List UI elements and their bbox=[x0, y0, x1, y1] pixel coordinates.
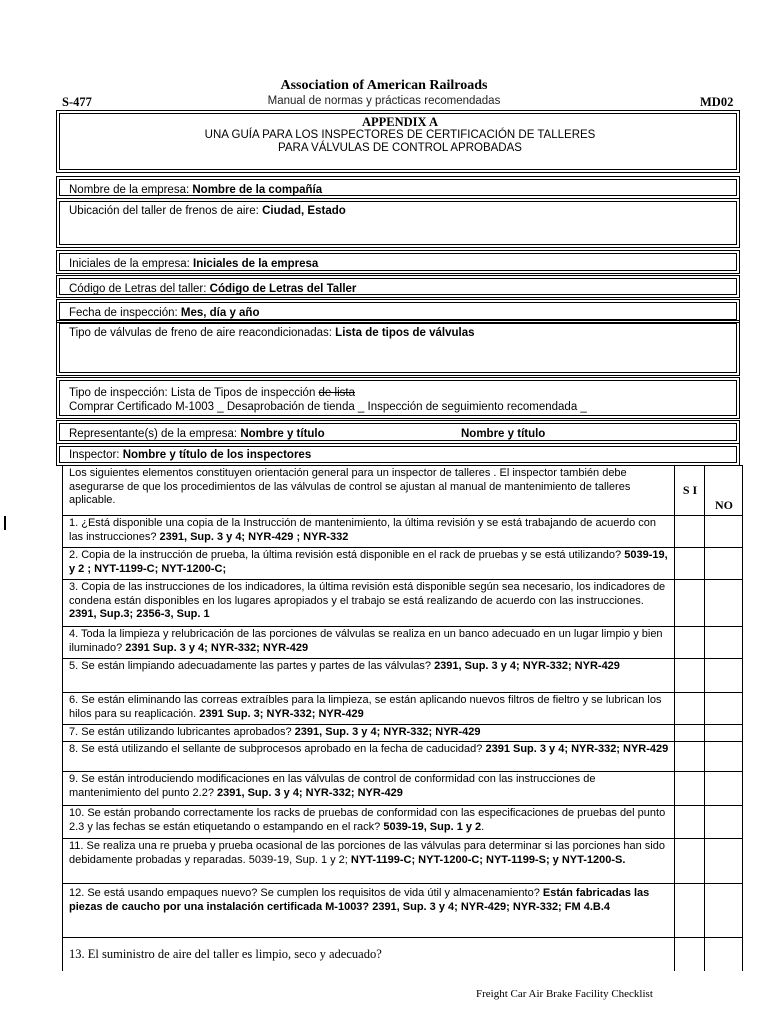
table-header-row bbox=[63, 466, 742, 516]
document-subtitle: Manual de normas y prácticas recomendadas bbox=[267, 95, 501, 107]
field-label: Código de Letras del taller: bbox=[69, 283, 210, 295]
checklist-item bbox=[63, 742, 742, 772]
item-text: 8. Se está utilizando el sellante de subprocesos aprobado en la fecha de caducidad? bbox=[69, 743, 486, 755]
struck-text: de lista bbox=[318, 387, 355, 399]
item-reference: 2391, Sup. 3 y 4; NYR-429 ; NYR-332 bbox=[159, 530, 349, 543]
item-text: 9. Se están introduciendo modificaciones en las válvulas de control de conformidad con las instrucciones de mantenimiento del punto 2.2? bbox=[69, 773, 596, 799]
field-label: Nombre de la empresa: bbox=[69, 184, 193, 196]
item-reference: Están fabricadas las piezas de caucho por una instalación certificada M-1003? 2391, Sup. 3 y 4; NYR-429; NYR-332; FM 4.B.4 bbox=[69, 887, 650, 913]
item-text: 13. El suministro de aire del taller es limpio, seco y adecuado? bbox=[69, 947, 382, 961]
representative-1: Nombre y título bbox=[240, 428, 325, 440]
item-reference: 2391, Sup. 3 y 4; NYR-332; NYR-429 bbox=[294, 726, 481, 738]
item-text: 6. Se están eliminando las correas extraíbles para la limpieza, se están aplicando nuevos filtros de fieltro y se lubrican los hilos para su reaplicación. bbox=[69, 694, 662, 720]
document-title: Association of American Railroads bbox=[280, 78, 488, 93]
no-column-header: NO bbox=[715, 498, 733, 512]
field-value: Ciudad, Estado bbox=[262, 205, 346, 217]
appendix-header-box bbox=[56, 110, 740, 173]
shop-code-field bbox=[56, 275, 740, 298]
field-label: Tipo de inspección: Lista de Tipos de inspección bbox=[69, 387, 319, 399]
standard-code: S-477 bbox=[62, 95, 92, 109]
item-reference: 2391, Sup. 3 y 4; NYR-332; NYR-429 bbox=[434, 660, 620, 672]
field-label: Fecha de inspección: bbox=[69, 307, 181, 319]
item-reference: NYT-1199-C; NYT-1200-C; NYT-1199-S; y NYT-1200-S. bbox=[350, 853, 626, 866]
field-value: Lista de tipos de válvulas bbox=[335, 327, 475, 339]
field-label: Inspector: bbox=[69, 449, 123, 461]
item-reference: 2391 Sup. 3 y 4; NYR-332; NYR-429 bbox=[485, 743, 669, 755]
page-footer: Freight Car Air Brake Facility Checklist bbox=[476, 988, 653, 1000]
inspection-type-field bbox=[56, 377, 740, 419]
item-reference: 5039-19, y 2 ; NYT-1199-C; NYT-1200-C; bbox=[69, 549, 668, 575]
appendix-line-2: PARA VÁLVULAS DE CONTROL APROBADAS bbox=[278, 142, 522, 154]
item-reference: 2391 Sup. 3; NYR-332; NYR-429 bbox=[199, 707, 364, 720]
field-label: Iniciales de la empresa: bbox=[69, 258, 194, 270]
item-text: 12. Se está usando empaques nuevo? Se cumplen los requisitos de vida útil y almacenamiento? bbox=[69, 887, 543, 899]
item-reference: 2391, Sup. 3 y 4; NYR-332; NYR-429 bbox=[217, 786, 403, 799]
inspection-type-options: Comprar Certificado M-1003 _ Desaprobación de tienda _ Inspección de seguimiento recomendada _ bbox=[69, 401, 587, 413]
checklist-item bbox=[63, 548, 742, 580]
checklist-item bbox=[63, 693, 742, 725]
company-name-field bbox=[56, 176, 740, 199]
checklist-item bbox=[63, 659, 742, 693]
item-text: 7. Se están utilizando lubricantes aprobados? bbox=[69, 726, 295, 738]
valve-types-field bbox=[56, 320, 740, 376]
shop-location-field bbox=[56, 198, 740, 248]
item-text: 4. Toda la limpieza y relubricación de las porciones de válvulas se realiza en un banco adecuado en un lugar limpio y bien iluminado? bbox=[69, 628, 663, 654]
si-column-header: S I bbox=[682, 483, 698, 497]
checklist-item bbox=[63, 725, 742, 742]
field-label: Ubicación del taller de frenos de aire: bbox=[69, 205, 263, 217]
item-text: 5. Se están limpiando adecuadamente las partes y partes de las válvulas? bbox=[69, 660, 435, 672]
section-code: MD02 bbox=[700, 95, 734, 109]
checklist-item bbox=[63, 627, 742, 659]
checklist-item bbox=[63, 839, 742, 884]
field-value: Iniciales de la empresa bbox=[193, 258, 319, 270]
item-tail: . bbox=[481, 820, 485, 833]
checklist-item bbox=[63, 806, 742, 839]
checklist-item bbox=[63, 772, 742, 806]
representative-2: Nombre y título bbox=[461, 428, 546, 440]
margin-mark bbox=[4, 516, 6, 530]
checklist-item bbox=[63, 580, 742, 627]
item-reference: 5039-19, Sup. 1 y 2 bbox=[383, 820, 482, 833]
item-text: 10. Se están probando correctamente los racks de pruebas de conformidad con las especificaciones de pruebas del punto 2.3 y las fechas se están etiquetando o estampando en el rack? bbox=[69, 807, 666, 833]
field-value: Código de Letras del Taller bbox=[209, 283, 357, 295]
field-label: Representante(s) de la empresa: bbox=[69, 428, 241, 440]
checklist-item bbox=[63, 884, 742, 938]
field-value: Nombre de la compañía bbox=[192, 184, 323, 196]
field-value: Mes, día y año bbox=[180, 307, 260, 319]
representatives-field bbox=[56, 420, 740, 444]
item-reference: 2391, Sup.3; 2356-3, Sup. 1 bbox=[69, 608, 210, 621]
item-text: 3. Copia de las instrucciones de los indicadores, la última revisión está disponible según sea necesario, los indicadores de condena están disponibles en los lugares apropiados y el trabajo se está realizando de acuerdo con las instrucciones. bbox=[69, 581, 666, 607]
appendix-title: APPENDIX A bbox=[361, 115, 439, 129]
item-text: 1. ¿Está disponible una copia de la Instrucción de mantenimiento, la última revisión y se está trabajando de acuerdo con las instrucciones? bbox=[69, 517, 657, 543]
field-value: Nombre y título de los inspectores bbox=[122, 449, 312, 461]
inspector-field bbox=[56, 443, 740, 466]
checklist-item bbox=[63, 938, 742, 972]
item-reference: 2391 Sup. 3 y 4; NYR-332; NYR-429 bbox=[125, 641, 309, 654]
field-label: Tipo de válvulas de freno de aire reacondicionadas: bbox=[69, 327, 336, 339]
appendix-line-1: UNA GUÍA PARA LOS INSPECTORES DE CERTIFICACIÓN DE TALLERES bbox=[204, 129, 596, 141]
table-intro: Los siguientes elementos constituyen orientación general para un inspector de talleres . El inspector también debe asegurarse de que los procedimientos de las válvulas de control se ajustan al manual de mantenimiento de talleres aplicable. bbox=[69, 467, 631, 507]
checklist-table bbox=[62, 465, 743, 971]
company-initials-field bbox=[56, 250, 740, 274]
checklist-item bbox=[63, 516, 742, 548]
item-text: 11. Se realiza una re prueba y prueba ocasional de las porciones de las válvulas para determinar si las porciones han sido debidamente probadas y reparadas. 5039-19, Sup. 1 y 2; bbox=[69, 840, 665, 866]
item-text: 2. Copia de la instrucción de prueba, la última revisión está disponible en el rack de pruebas y se está utilizando? bbox=[69, 549, 625, 561]
